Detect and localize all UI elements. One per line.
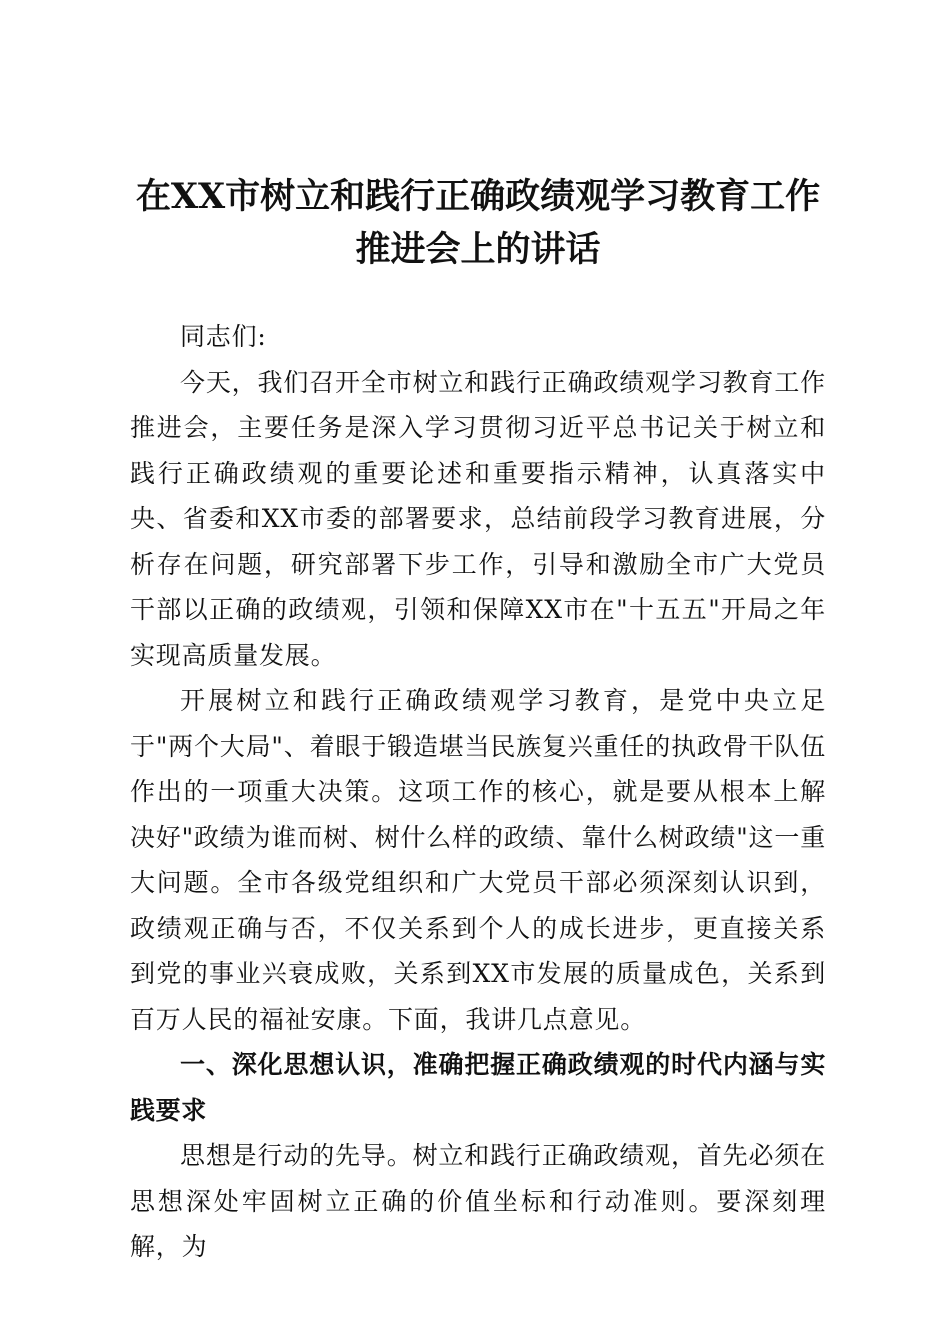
paragraph-section-1: 思想是行动的先导。树立和践行正确政绩观，首先必须在思想深处牢固树立正确的价值坐标和行动准则。要深刻理解，为 — [130, 1141, 826, 1261]
title-line-1: 在XX市树立和践行正确政绩观学习教育工作 — [135, 176, 821, 217]
section-heading-1: 一、深化思想认识，准确把握正确政绩观的时代内涵与实践要求 — [130, 1050, 826, 1125]
salutation: 同志们: — [180, 322, 267, 351]
paragraph-significance: 开展树立和践行正确政绩观学习教育，是党中央立足于"两个大局"、着眼于锻造堪当民族复兴重任的执政骨干队伍作出的一项重大决策。这项工作的核心，就是要从根本上解决好"政绩为谁而树、树什么样的政绩、靠什么树政绩"这一重大问题。全市各级党组织和广大党员干部必须深刻认识到，政绩观正确与否，不仅关系到个人的成长进步，更直接关系到党的事业兴衰成败，关系到XX市发展的质量成色，关系到百万人民的福祉安康。下面，我讲几点意见。 — [130, 686, 826, 1034]
paragraph-intro: 今天，我们召开全市树立和践行正确政绩观学习教育工作推进会，主要任务是深入学习贯彻习近平总书记关于树立和践行正确政绩观的重要论述和重要指示精神，认真落实中央、省委和XX市委的部署要求，总结前段学习教育进展，分析存在问题，研究部署下步工作，引导和激励全市广大党员干部以正确的政绩观，引领和保障XX市在"十五五"开局之年实现高质量发展。 — [130, 367, 826, 670]
title-line-2: 推进会上的讲话 — [355, 229, 601, 270]
document-page — [130, 170, 826, 1270]
document-body — [130, 314, 826, 1270]
document-title — [130, 170, 826, 276]
